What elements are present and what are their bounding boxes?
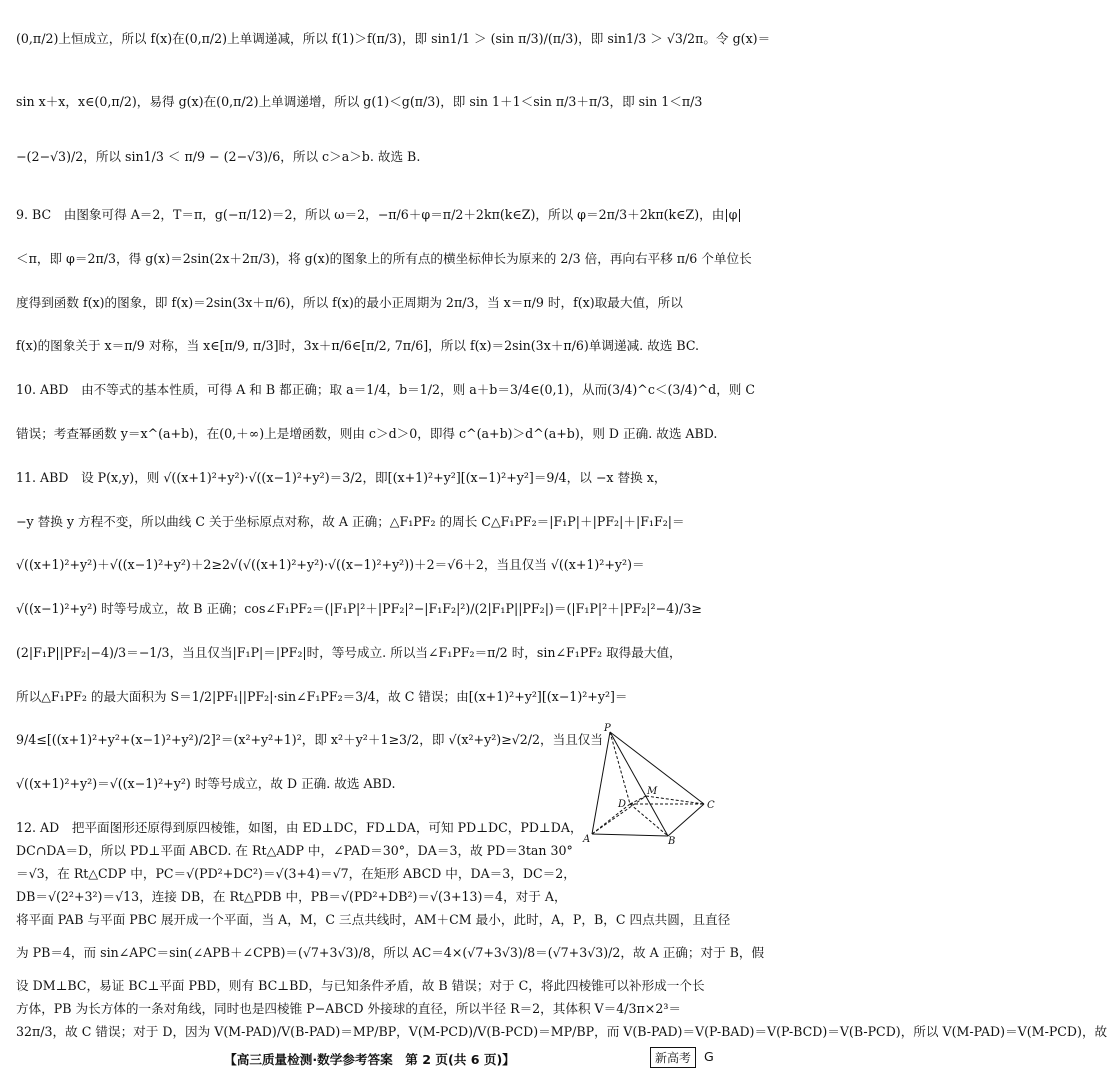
label-d: D [618, 799, 627, 810]
text-line: 设 DM⊥BC，易证 BC⊥平面 PBD，则有 BC⊥BD，与已知条件矛盾，故 B 错误；对于 C，将此四棱锥可以补形成一个长 [16, 978, 705, 993]
text-line: DC∩DA＝D，所以 PD⊥平面 ABCD. 在 Rt△ADP 中，∠PAD＝30°，DA＝3，故 PD＝3tan 30° [16, 843, 573, 858]
text-line: √((x−1)²+y²) 时等号成立，故 B 正确；cos∠F₁PF₂＝(|F₁P|²＋|PF₂|²−|F₁F₂|²)/(2|F₁P||PF₂|)＝(|F₁P|²＋|PF₂|²−4)/3≥ [16, 601, 702, 616]
q10-line: 10. ABD 由不等式的基本性质，可得 A 和 B 都正确；取 a＝1/4，b＝1/2，则 a＋b＝3/4∈(0,1)，从而(3/4)^c＜(3/4)^d，则 C [16, 382, 756, 397]
text-line: −(2−√3)/2，所以 sin1/3 ＜ π/9 − (2−√3)/6，所以 c＞a＞b. 故选 B. [16, 149, 421, 164]
footer-title: 【高三质量检测·数学参考答案 第 2 页(共 6 页)】 [224, 1052, 515, 1067]
edition-badge: 新高考 [650, 1047, 696, 1068]
page-footer [0, 1046, 739, 1070]
text-line: (0,π/2)上恒成立，所以 f(x)在(0,π/2)上单调递减，所以 f(1)＞f(π/3)，即 sin1/1 ＞ (sin π/3)/(π/3)，即 sin1/3 ＞ √3/2π。令 g(x)＝ [16, 31, 771, 46]
text-line: 所以△F₁PF₂ 的最大面积为 S＝1/2|PF₁||PF₂|·sin∠F₁PF₂＝3/4，故 C 错误；由[(x+1)²+y²][(x−1)²+y²]＝ [16, 689, 628, 704]
version-letter: G [704, 1049, 714, 1064]
text-line: 度得到函数 f(x)的图象，即 f(x)＝2sin(3x＋π/6)，所以 f(x)的最小正周期为 2π/3，当 x＝π/9 时，f(x)取最大值，所以 [16, 295, 683, 310]
text-line: 32π/3，故 C 错误；对于 D，因为 V(M-PAD)/V(B-PAD)＝MP/BP，V(M-PCD)/V(B-PCD)＝MP/BP，而 V(B-PAD)＝V(P-BAD)＝V(P-BCD)＝V(B-PCD)，所以 V(M-PAD)＝V(M-PCD)，故 [16, 1024, 1107, 1039]
label-p: P [604, 723, 611, 734]
text-line: sin x＋x，x∈(0,π/2)，易得 g(x)在(0,π/2)上单调递增，所以 g(1)＜g(π/3)，即 sin 1＋1＜sin π/3＋π/3，即 sin 1＜π/3 [16, 94, 703, 109]
text-line: √((x+1)²+y²)＋√((x−1)²+y²)＋2≥2√(√((x+1)²+y²)·√((x−1)²+y²))＋2＝√6＋2，当且仅当 √((x+1)²+y²)＝ [16, 557, 645, 572]
pyramid-figure [580, 723, 720, 847]
text-line: 为 PB＝4，而 sin∠APC＝sin(∠APB＋∠CPB)＝(√7+3√3)/8，所以 AC＝4×(√7+3√3)/8＝(√7+3√3)/2，故 A 正确；对于 B，假 [16, 945, 765, 960]
text-line: (2|F₁P||PF₂|−4)/3＝−1/3，当且仅当|F₁P|＝|PF₂|时，等号成立. 所以当∠F₁PF₂＝π/2 时，sin∠F₁PF₂ 取得最大值， [16, 645, 682, 660]
text-line: 错误；考查幂函数 y＝x^(a+b)，在(0,＋∞)上是增函数，则由 c＞d＞0，即得 c^(a+b)＞d^(a+b)，则 D 正确. 故选 ABD. [16, 426, 718, 441]
q11-line: 11. ABD 设 P(x,y)，则 √((x+1)²+y²)·√((x−1)²+y²)＝3/2，即[(x+1)²+y²][(x−1)²+y²]＝9/4，以 −x 替换 x， [16, 470, 667, 485]
text-line: f(x)的图象关于 x＝π/9 对称，当 x∈[π/9, π/3]时，3x＋π/6∈[π/2, 7π/6]，所以 f(x)＝2sin(3x＋π/6)单调递减. 故选 BC. [16, 338, 700, 353]
text-line: −y 替换 y 方程不变，所以曲线 C 关于坐标原点对称，故 A 正确；△F₁PF₂ 的周长 C△F₁PF₂＝|F₁P|＋|PF₂|＋|F₁F₂|＝ [16, 514, 685, 529]
text-line: ＜π，即 φ＝2π/3，得 g(x)＝2sin(2x＋2π/3)，将 g(x)的图象上的所有点的横坐标伸长为原来的 2/3 倍，再向右平移 π/6 个单位长 [16, 251, 752, 266]
text-line: DB＝√(2²+3²)＝√13，连接 DB，在 Rt△PDB 中，PB＝√(PD²+DB²)＝√(3+13)＝4，对于 A， [16, 889, 567, 904]
text-line: √((x+1)²+y²)＝√((x−1)²+y²) 时等号成立，故 D 正确. 故选 ABD. [16, 776, 396, 791]
label-c: C [707, 800, 715, 811]
text-line: 9/4≤[((x+1)²+y²+(x−1)²+y²)/2]²＝(x²+y²+1)²，即 x²＋y²＋1≥3/2，即 √(x²+y²)≥√2/2，当且仅当 [16, 732, 603, 747]
text-line: 方体，PB 为长方体的一条对角线，同时也是四棱锥 P−ABCD 外接球的直径，所以半径 R＝2，其体积 V＝4/3π×2³＝ [16, 1001, 681, 1016]
label-m: M [647, 786, 658, 797]
label-b: B [668, 836, 676, 847]
text-line: ＝√3，在 Rt△CDP 中，PC＝√(PD²+DC²)＝√(3+4)＝√7，在矩形 ABCD 中，DA＝3，DC＝2， [16, 866, 576, 881]
text-line: 将平面 PAB 与平面 PBC 展开成一个平面，当 A，M，C 三点共线时，AM＋CM 最小，此时，A，P，B，C 四点共圆，且直径 [16, 912, 731, 927]
label-a: A [583, 834, 591, 845]
q12-line: 12. AD 把平面图形还原得到原四棱锥，如图，由 ED⊥DC，FD⊥DA，可知 PD⊥DC，PD⊥DA， [16, 820, 583, 835]
q9-line: 9. BC 由图象可得 A＝2，T＝π，g(−π/12)＝2，所以 ω＝2，−π/6＋φ＝π/2＋2kπ(k∈Z)，所以 φ＝2π/3＋2kπ(k∈Z)，由|φ| [16, 207, 742, 222]
